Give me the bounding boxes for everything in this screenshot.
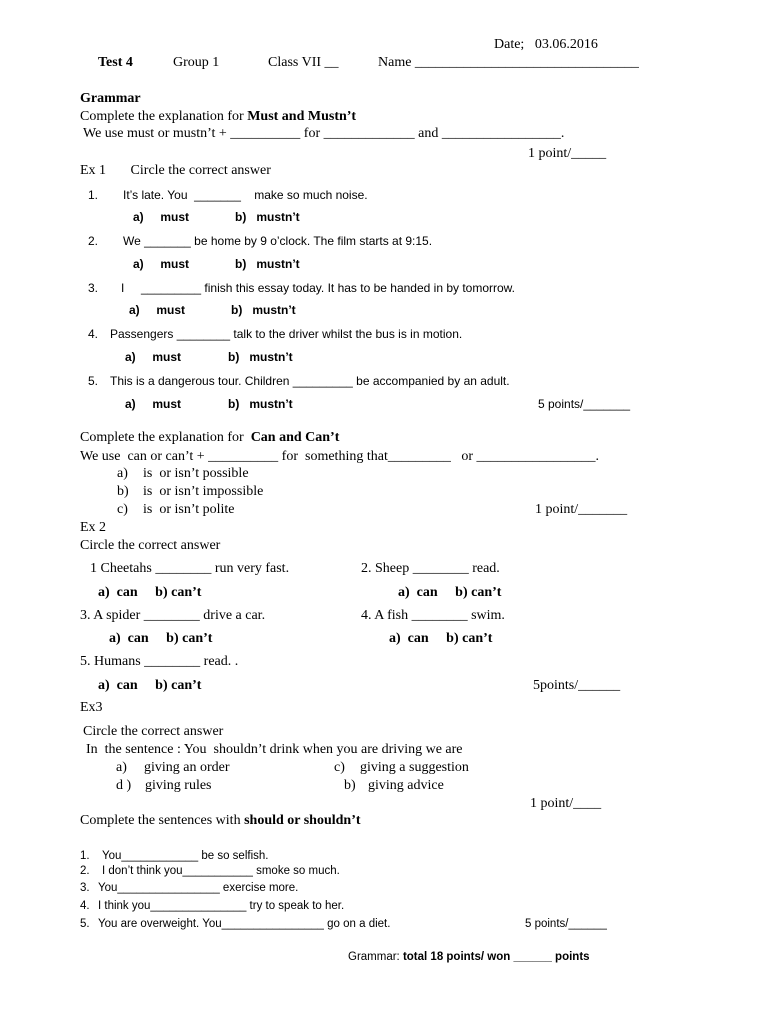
ex3-points: 1 point/____ — [530, 796, 602, 811]
ex2-item-5-options[interactable]: a) can b) can’t — [98, 678, 202, 693]
must-explanation: We use must or mustn’t + __________ for _____________ and _________________. — [83, 126, 565, 141]
must-prompt — [80, 109, 356, 125]
can-option-b-label: b) — [117, 484, 129, 499]
test-date: Date; 03.06.2016 — [494, 37, 598, 52]
ex2-points: 5points/______ — [533, 678, 621, 693]
should-prompt — [80, 813, 361, 829]
ex2-title: Ex 2 — [80, 520, 107, 535]
must-prompt-text: Complete the explanation for — [80, 109, 248, 124]
ex1-item-5-num: 5. — [88, 374, 99, 388]
ex1-item-5-option-a[interactable]: a) must — [125, 397, 182, 411]
ex1-item-5-option-b[interactable]: b) mustn’t — [228, 397, 293, 411]
ex1-title: Ex 1 Circle the correct answer — [80, 163, 271, 178]
should-prompt-bold: should or shouldn’t — [244, 813, 361, 828]
ex2-item-2-options[interactable]: a) can b) can’t — [398, 585, 502, 600]
ex3-option-b-label: b) — [344, 778, 356, 793]
ex2-item-4-text: 4. A fish ________ swim. — [361, 608, 505, 623]
should-item-2-num: 2. — [80, 865, 90, 877]
ex1-item-1-option-a[interactable]: a) must — [133, 210, 190, 224]
can-prompt-text: Complete the explanation for — [80, 430, 251, 445]
must-prompt-bold: Must and Mustn’t — [247, 109, 357, 124]
class-label: Class VII __ — [268, 55, 339, 70]
should-item-2-text: I don’t think you___________ smoke so much. — [102, 865, 340, 877]
ex1-item-1-num: 1. — [88, 188, 99, 202]
can-option-a-text: is or isn’t possible — [143, 466, 249, 481]
should-item-5-num: 5. — [80, 918, 90, 930]
ex2-item-3-text: 3. A spider ________ drive a car. — [80, 608, 266, 623]
ex3-option-c-text[interactable]: giving a suggestion — [360, 760, 469, 775]
grammar-total-label: Grammar: — [348, 951, 403, 963]
should-prompt-text: Complete the sentences with — [80, 813, 245, 828]
ex1-item-2-num: 2. — [88, 234, 99, 248]
can-option-b-text: is or isn’t impossible — [143, 484, 264, 499]
ex2-item-3-options[interactable]: a) can b) can’t — [109, 631, 213, 646]
ex1-item-2-option-a[interactable]: a) must — [133, 257, 190, 271]
should-item-4-num: 4. — [80, 900, 90, 912]
ex2-item-2-text: 2. Sheep ________ read. — [361, 561, 500, 576]
should-item-5-text: You are overweight. You________________ go on a diet. — [98, 918, 391, 930]
can-explanation: We use can or can’t + __________ for something that_________ or _________________. — [80, 449, 599, 464]
ex3-instruction: Circle the correct answer — [83, 724, 224, 739]
should-item-3-text: You________________ exercise more. — [98, 882, 299, 894]
grammar-total-points: total 18 points/ won ______ points — [402, 951, 590, 963]
ex2-item-1-options[interactable]: a) can b) can’t — [98, 585, 202, 600]
sec4-points: 5 points/______ — [525, 918, 607, 930]
group-label: Group 1 — [173, 55, 220, 70]
ex2-item-5-text: 5. Humans ________ read. . — [80, 654, 239, 669]
ex1-item-1-text: It’s late. You _______ make so much noise. — [123, 188, 368, 202]
grammar-total — [348, 951, 590, 963]
test-number: Test 4 — [98, 55, 133, 70]
ex3-option-d-label: d ) — [116, 778, 132, 793]
ex3-sentence: In the sentence : You shouldn’t drink when you are driving we are — [86, 742, 463, 757]
ex3-title: Ex3 — [80, 700, 103, 715]
ex3-option-c-label: c) — [334, 760, 345, 775]
ex2-item-4-options[interactable]: a) can b) can’t — [389, 631, 493, 646]
should-item-1-num: 1. — [80, 850, 90, 862]
ex1-item-2-text: We _______ be home by 9 o’clock. The film starts at 9:15. — [123, 234, 433, 248]
ex1-item-3-text: I _________ finish this essay today. It has to be handed in by tomorrow. — [121, 281, 516, 295]
ex1-item-3-option-b[interactable]: b) mustn’t — [231, 303, 296, 317]
ex3-option-a-label: a) — [116, 760, 127, 775]
ex2-item-1-text: 1 Cheetahs ________ run very fast. — [90, 561, 290, 576]
grammar-heading: Grammar — [80, 91, 141, 106]
ex1-item-3-option-a[interactable]: a) must — [129, 303, 186, 317]
can-option-c-label: c) — [117, 502, 128, 517]
ex1-item-3-num: 3. — [88, 281, 99, 295]
sec1-points: 1 point/_____ — [528, 146, 607, 161]
should-item-4-text: I think you_______________ try to speak to her. — [98, 900, 345, 912]
ex1-item-4-option-b[interactable]: b) mustn’t — [228, 350, 293, 364]
ex1-item-2-option-b[interactable]: b) mustn’t — [235, 257, 300, 271]
ex1-item-4-num: 4. — [88, 327, 99, 341]
sec2-points: 1 point/_______ — [535, 502, 628, 517]
should-item-1-text: You____________ be so selfish. — [102, 850, 269, 862]
ex3-option-a-text[interactable]: giving an order — [144, 760, 230, 775]
should-item-3-num: 3. — [80, 882, 90, 894]
name-field: Name ________________________________ — [378, 55, 639, 70]
ex1-item-4-option-a[interactable]: a) must — [125, 350, 182, 364]
ex1-points: 5 points/_______ — [538, 397, 631, 411]
ex1-item-1-option-b[interactable]: b) mustn’t — [235, 210, 300, 224]
ex3-option-b-text[interactable]: giving advice — [368, 778, 444, 793]
can-option-c-text: is or isn’t polite — [143, 502, 235, 517]
can-prompt-bold: Can and Can’t — [250, 430, 340, 445]
ex2-instruction: Circle the correct answer — [80, 538, 221, 553]
ex1-item-5-text: This is a dangerous tour. Children _________ be accompanied by an adult. — [110, 374, 510, 388]
ex1-item-4-text: Passengers ________ talk to the driver whilst the bus is in motion. — [110, 327, 463, 341]
ex3-option-d-text[interactable]: giving rules — [145, 778, 212, 793]
can-prompt — [80, 430, 339, 446]
can-option-a-label: a) — [117, 466, 128, 481]
